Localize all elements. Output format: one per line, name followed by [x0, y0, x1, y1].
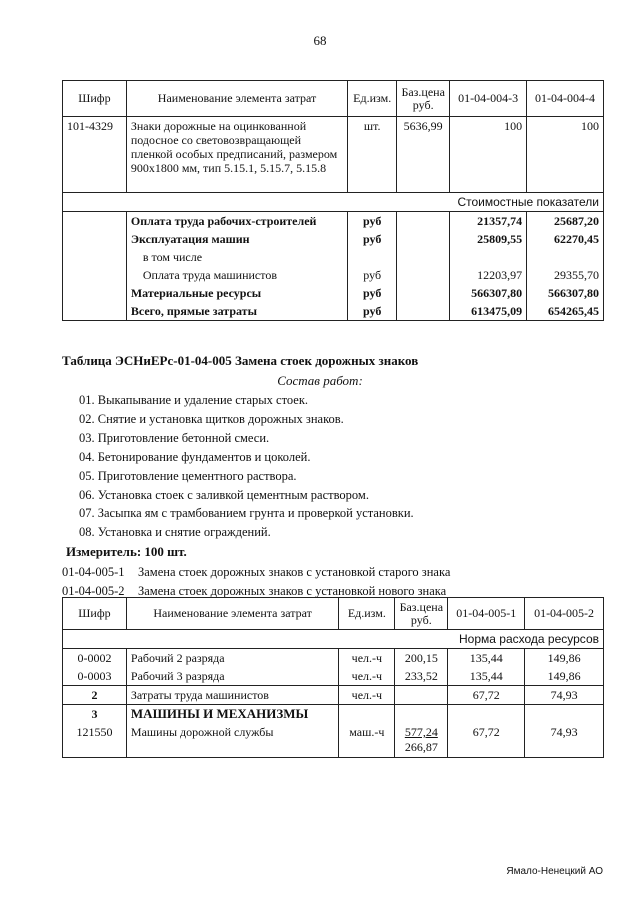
row-v2: 149,86	[525, 649, 604, 668]
row-v1: 135,44	[448, 649, 525, 668]
cost-price	[397, 284, 450, 302]
resource-table-005	[62, 597, 604, 758]
group-row	[63, 705, 604, 724]
cost-v2: 566307,80	[527, 284, 604, 302]
cost-code	[63, 266, 127, 284]
row-name: Рабочий 3 разряда	[126, 667, 338, 686]
cost-v2	[527, 248, 604, 266]
cost-code	[63, 248, 127, 266]
cost-unit: руб	[348, 284, 397, 302]
table-header-row	[63, 598, 604, 630]
work-item: 05. Приготовление цементного раствора.	[79, 468, 297, 483]
table-row	[63, 117, 604, 193]
group-name: МАШИНЫ И МЕХАНИЗМЫ	[126, 705, 338, 724]
table-row	[63, 686, 604, 705]
work-item: 07. Засыпка ям с трамбованием грунта и проверкой установки.	[79, 506, 414, 521]
footer-region: Ямало-Ненецкий АО	[506, 866, 603, 877]
col-unit-header: Ед.изм.	[348, 81, 397, 117]
cost-code	[63, 212, 127, 231]
cost-v1: 21357,74	[450, 212, 527, 231]
section-title: Таблица ЭСНиЕРс-01-04-005 Замена стоек дорожных знаков	[62, 353, 419, 368]
cost-code	[63, 284, 127, 302]
code-text: Замена стоек дорожных знаков с установкой нового знака	[138, 584, 447, 598]
measurer: Измеритель: 100 шт.	[66, 544, 187, 559]
cost-v1	[450, 248, 527, 266]
row-v2: 149,86	[525, 667, 604, 686]
work-item: 04. Бетонирование фундаментов и цоколей.	[79, 449, 311, 464]
cost-name: Всего, прямые затраты	[126, 302, 347, 321]
cost-name: Оплата труда машинистов	[126, 266, 347, 284]
work-item: 06. Установка стоек с заливкой цементным раствором.	[79, 487, 369, 502]
cost-v1: 613475,09	[450, 302, 527, 321]
cost-price	[397, 302, 450, 321]
cost-name: Оплата труда рабочих-строителей	[126, 212, 347, 231]
row-v2: 100	[527, 117, 604, 193]
cost-table-004	[62, 80, 604, 321]
col-price-header: Баз.цена руб.	[395, 598, 448, 630]
row-code: 101-4329	[63, 117, 127, 193]
machine-v2: 74,93	[525, 723, 604, 758]
col-price-header: Баз.цена руб.	[397, 81, 450, 117]
work-item: 03. Приготовление бетонной смеси.	[79, 430, 270, 445]
col-code-header: Шифр	[63, 598, 127, 630]
cost-unit: руб	[348, 302, 397, 321]
cost-row	[63, 230, 604, 248]
row-v1: 135,44	[448, 667, 525, 686]
cost-unit	[348, 248, 397, 266]
cost-name: Материальные ресурсы	[126, 284, 347, 302]
cost-v2: 62270,45	[527, 230, 604, 248]
work-item: 01. Выкапывание и удаление старых стоек.	[79, 393, 309, 407]
row-price	[395, 686, 448, 705]
cost-unit: руб	[348, 266, 397, 284]
col-v1-header: 01-04-004-3	[450, 81, 527, 117]
table-row	[63, 723, 604, 758]
row-name: Знаки дорожные на оцинкованной подосное со световозвращающей пленкой особых предписаний, размером 900х1800 мм, тип 5.15.1, 5.15.7, 5.15.8	[126, 117, 347, 193]
work-item: 02. Снятие и установка щитков дорожных знаков.	[79, 411, 344, 426]
section-label: Норма расхода ресурсов	[63, 630, 604, 649]
cost-v1: 566307,80	[450, 284, 527, 302]
row-price: 5636,99	[397, 117, 450, 193]
table-header-row	[63, 81, 604, 117]
page-number: 68	[313, 33, 327, 48]
cost-v2: 654265,45	[527, 302, 604, 321]
code-id: 01-04-005-1	[62, 565, 125, 579]
machine-unit: маш.-ч	[339, 723, 395, 758]
machine-price-wage: 266,87	[404, 740, 438, 754]
col-v1-header: 01-04-005-1	[448, 598, 525, 630]
row-name: Затраты труда машинистов	[126, 686, 338, 705]
works-subtitle: Состав работ:	[277, 373, 363, 388]
cost-v1: 12203,97	[450, 266, 527, 284]
col-code-header: Шифр	[63, 81, 127, 117]
row-unit: чел.-ч	[339, 667, 395, 686]
col-name-header: Наименование элемента затрат	[126, 81, 347, 117]
row-code: 2	[63, 686, 127, 705]
cost-row	[63, 284, 604, 302]
works-list	[79, 391, 414, 542]
cost-v2: 29355,70	[527, 266, 604, 284]
cost-v1: 25809,55	[450, 230, 527, 248]
cost-name: в том числе	[126, 248, 347, 266]
row-v1: 100	[450, 117, 527, 193]
cost-row	[63, 248, 604, 266]
row-v1: 67,72	[448, 686, 525, 705]
cost-code	[63, 230, 127, 248]
col-name-header: Наименование элемента затрат	[126, 598, 338, 630]
row-unit: чел.-ч	[339, 649, 395, 668]
section-label: Стоимостные показатели	[63, 193, 604, 212]
machine-price: 577,24	[404, 725, 438, 739]
codes-list	[62, 563, 450, 601]
row-unit: чел.-ч	[339, 686, 395, 705]
col-unit-header: Ед.изм.	[339, 598, 395, 630]
cost-price	[397, 230, 450, 248]
cost-price	[397, 266, 450, 284]
table-row	[63, 667, 604, 686]
work-item: 08. Установка и снятие ограждений.	[79, 525, 271, 540]
row-code: 0-0002	[63, 649, 127, 668]
code-text: Замена стоек дорожных знаков с установкой старого знака	[138, 565, 451, 579]
cost-v2: 25687,20	[527, 212, 604, 231]
group-code: 3	[63, 705, 127, 724]
machine-code: 121550	[63, 723, 127, 758]
table-row	[63, 649, 604, 668]
row-v2: 74,93	[525, 686, 604, 705]
machine-name: Машины дорожной службы	[126, 723, 338, 758]
col-v2-header: 01-04-004-4	[527, 81, 604, 117]
code-id: 01-04-005-2	[62, 584, 125, 598]
machine-v1: 67,72	[448, 723, 525, 758]
row-price: 200,15	[395, 649, 448, 668]
cost-price	[397, 248, 450, 266]
cost-name: Эксплуатация машин	[126, 230, 347, 248]
col-v2-header: 01-04-005-2	[525, 598, 604, 630]
cost-code	[63, 302, 127, 321]
row-price: 233,52	[395, 667, 448, 686]
cost-row	[63, 266, 604, 284]
cost-row	[63, 302, 604, 321]
row-code: 0-0003	[63, 667, 127, 686]
code-line	[62, 563, 450, 582]
cost-row	[63, 212, 604, 231]
row-name: Рабочий 2 разряда	[126, 649, 338, 668]
cost-unit: руб	[348, 230, 397, 248]
row-unit: шт.	[348, 117, 397, 193]
cost-price	[397, 212, 450, 231]
cost-unit: руб	[348, 212, 397, 231]
